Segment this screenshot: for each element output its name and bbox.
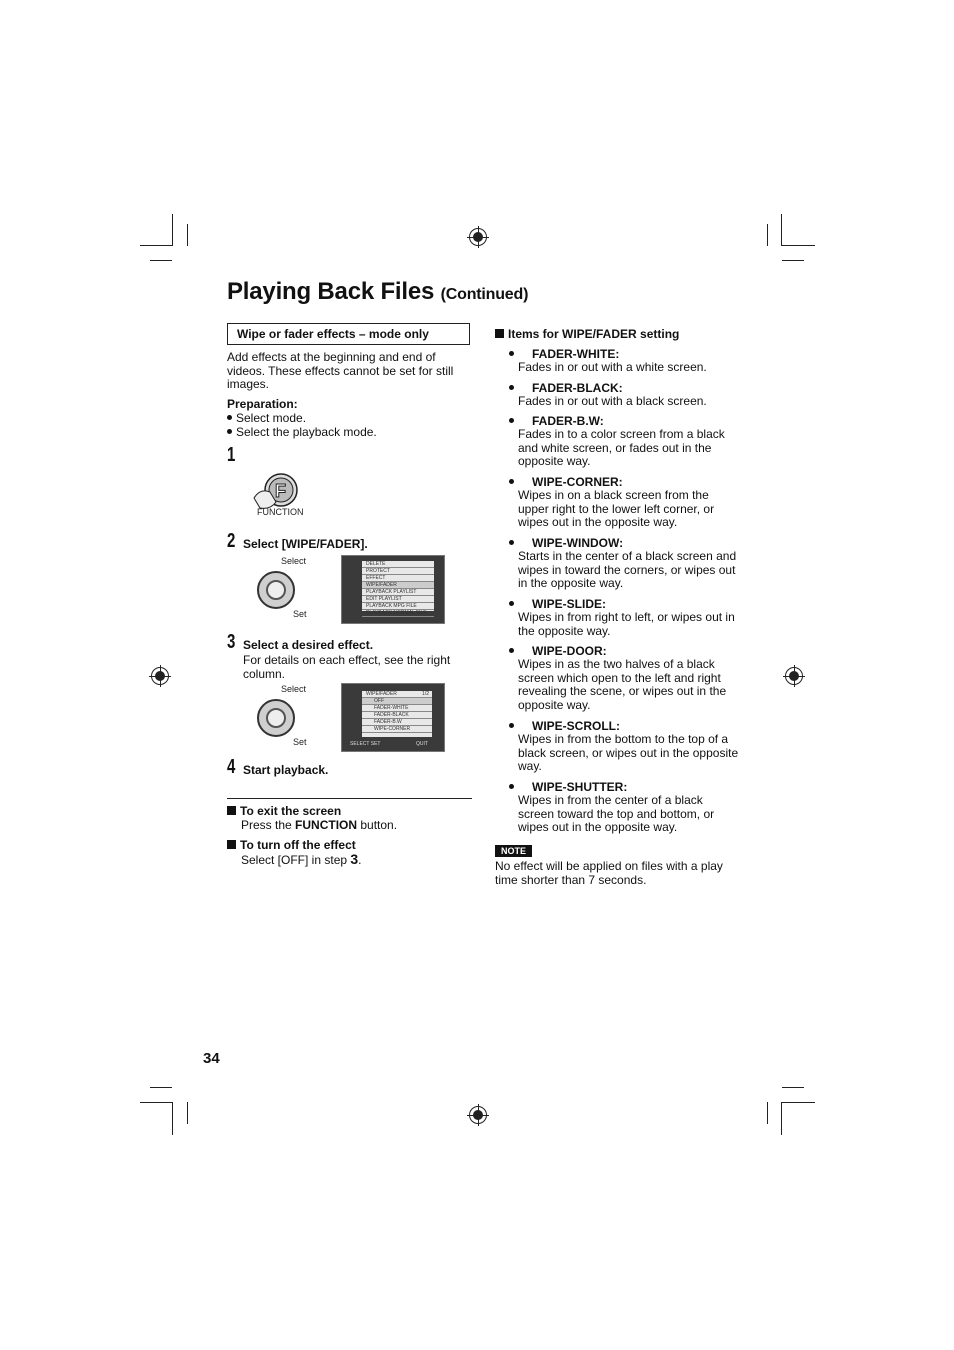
list-item (495, 780, 745, 835)
dial-icon (257, 571, 295, 609)
list-item: Select the playback mode. (227, 426, 377, 440)
menu-item: FADER-WHITE (362, 705, 432, 712)
list-item (495, 597, 745, 638)
dial-icon (257, 699, 295, 737)
effect-description: Wipes in from the bottom to the top of a black screen, or wipes out in the opposite way. (518, 732, 739, 774)
effect-description: Fades in or out with a white screen. (518, 360, 707, 374)
title-continued: (Continued) (440, 286, 529, 303)
menu-item: PROTECT (362, 568, 434, 575)
page-number: 34 (203, 1050, 220, 1067)
list-item (495, 719, 745, 774)
dial-select-label: Select (281, 556, 307, 566)
page-title: Playing Back Files (Continued) (227, 278, 529, 305)
effect-description: Fades in to a color screen from a black and white screen, or fades out in the opposite way. (518, 427, 725, 469)
menu-screen-1 (341, 555, 445, 624)
effect-name: WIPE-CORNER: (532, 475, 623, 489)
effect-description: Wipes in from the center of a black screen toward the top and bottom, or wipes out in the opposite way. (518, 793, 715, 835)
menu-page: 1/2 (422, 691, 429, 697)
function-label: FUNCTION (257, 507, 304, 517)
menu-item: EDIT PLAYLIST (362, 596, 434, 603)
menu-item: DELETE (362, 561, 434, 568)
dial-set-label: Set (293, 737, 307, 747)
svg-text:F: F (275, 481, 286, 501)
registration-mark-right (785, 667, 803, 685)
menu-item: PLAYBACK PLAYLIST (362, 589, 434, 596)
menu-item: PLAYBACK NORMAL FILE (362, 610, 434, 617)
exit-heading: To exit the screen (240, 804, 342, 818)
exit-section: To exit the screen Press the FUNCTION button. (227, 805, 397, 832)
list-item: Select mode. (227, 412, 377, 426)
list-item (495, 536, 745, 591)
intro-text: Add effects at the beginning and end of videos. These effects cannot be set for still images. (227, 350, 454, 392)
effect-name: WIPE-DOOR: (532, 644, 607, 658)
list-item (495, 347, 745, 375)
menu-header: WIPE/FADER (366, 691, 397, 697)
effect-name: FADER-B.W: (532, 414, 604, 428)
menu-item: FADER-BLACK (362, 712, 432, 719)
effect-name: WIPE-WINDOW: (532, 536, 624, 550)
effect-name: FADER-BLACK: (532, 381, 623, 395)
step-2-number: 2 (227, 530, 236, 552)
list-item (495, 381, 745, 409)
effect-name: WIPE-SLIDE: (532, 597, 606, 611)
step-1-number: 1 (227, 444, 236, 466)
off-section: To turn off the effect Select [OFF] in step 3. (227, 839, 362, 867)
effect-description: Fades in or out with a black screen. (518, 394, 707, 408)
menu-item: FADER-B.W (362, 719, 432, 726)
menu-item: WIPE-CORNER (362, 726, 432, 733)
step-2-text: Select [WIPE/FADER]. (243, 537, 368, 551)
divider (227, 798, 472, 799)
dial-set-label: Set (293, 609, 307, 619)
effect-description: Wipes in as the two halves of a black screen which open to the left and right revealing the scene, or wipes out in the opposite way. (518, 657, 727, 712)
step-4-number: 4 (227, 756, 236, 778)
list-item (495, 414, 745, 469)
dial-select-label: Select (281, 684, 307, 694)
registration-mark-top (469, 228, 487, 246)
effect-name: FADER-WHITE: (532, 347, 620, 361)
registration-mark-left (151, 667, 169, 685)
effect-description: Wipes in from right to left, or wipes out in the opposite way. (518, 610, 735, 638)
registration-mark-bottom (469, 1106, 487, 1124)
menu-item: EFFECT (362, 575, 434, 582)
effect-description: Wipes in on a black screen from the upper right to the lower left corner, or wipes out in the opposite way. (518, 488, 715, 530)
items-heading: Items for WIPE/FADER setting (495, 328, 679, 342)
note-label: NOTE (495, 845, 532, 857)
menu-screen-2 (341, 683, 445, 752)
step-3-number: 3 (227, 631, 236, 653)
menu-footer-right: QUIT (416, 741, 428, 747)
off-heading: To turn off the effect (240, 838, 356, 852)
menu-item: WIPE/FADER (362, 582, 434, 589)
menu-item: PLAYBACK MPG FILE (362, 603, 434, 610)
list-item (495, 475, 745, 530)
note-text: No effect will be applied on files with a play time shorter than 7 seconds. (495, 859, 723, 887)
effect-name: WIPE-SHUTTER: (532, 780, 628, 794)
menu-footer-left: SELECT SET (350, 741, 381, 747)
effect-description: Starts in the center of a black screen and wipes in toward the corners, or wipes out in the opposite way. (518, 549, 737, 591)
prep-list (227, 412, 377, 439)
section-heading-box: Wipe or fader effects – mode only (227, 323, 470, 345)
preparation-label: Preparation: (227, 397, 298, 411)
effect-name: WIPE-SCROLL: (532, 719, 620, 733)
step-3-text: Select a desired effect. (243, 638, 374, 652)
list-item (495, 644, 745, 712)
step-4-text: Start playback. (243, 763, 329, 777)
menu-item: OFF (362, 698, 432, 705)
step-3-subtext: For details on each effect, see the right column. (243, 653, 451, 681)
